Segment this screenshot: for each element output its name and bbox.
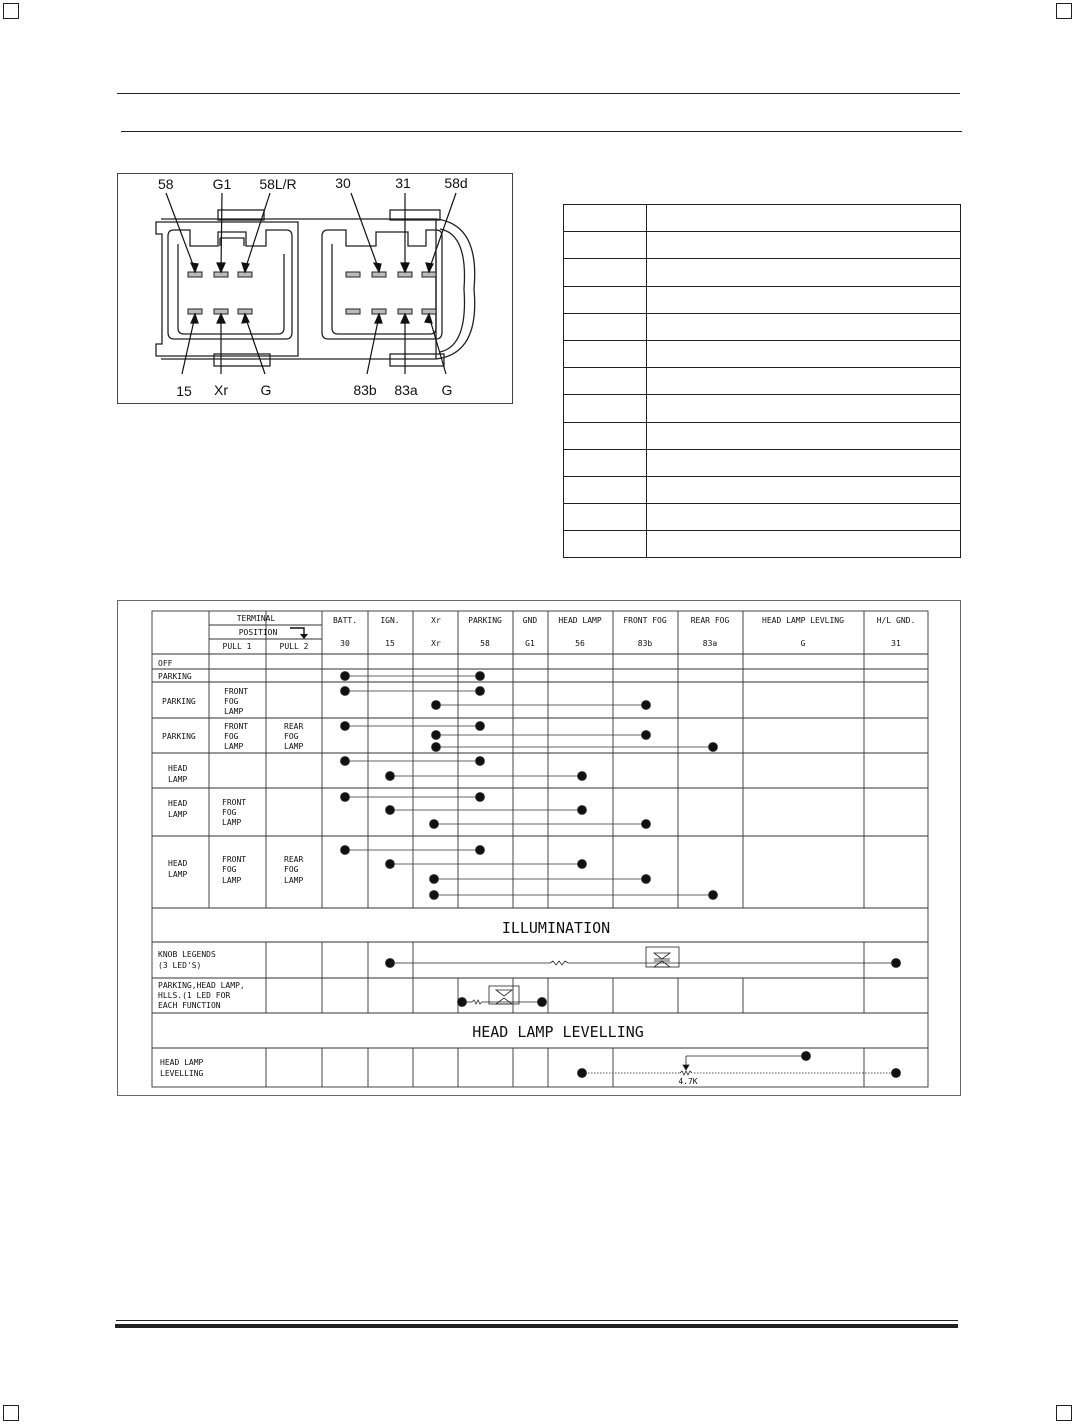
connection-dot <box>341 757 350 766</box>
parking-led-label-3: EACH FUNCTION <box>158 1001 221 1010</box>
connection-dot <box>476 722 485 731</box>
levelling-circuit <box>578 1052 901 1078</box>
pin-label-30: 30 <box>335 175 351 191</box>
pin-table-row <box>564 531 961 558</box>
pin-table-description-cell <box>647 368 961 395</box>
row-position-label: HEAD <box>168 764 188 773</box>
pin-table-description-cell <box>647 259 961 286</box>
row-position-label: PARKING <box>162 697 196 706</box>
row-pull1-label: FRONT <box>224 687 249 696</box>
row-position-label: LAMP <box>168 870 188 879</box>
pin-table-pin-cell <box>564 476 647 503</box>
pin-table-description-cell <box>647 232 961 259</box>
pin-table-pin-cell <box>564 504 647 531</box>
pin-label-58lr: 58L/R <box>259 176 297 192</box>
pin-table-pin-cell <box>564 232 647 259</box>
connector-pinout-figure <box>117 173 513 404</box>
row-pull1-label: FOG <box>224 732 239 741</box>
pin-table-description-cell <box>647 531 961 558</box>
column-header-2: Xr <box>431 616 441 625</box>
parking-led-label-2: HLLS.(1 LED FOR <box>158 991 231 1000</box>
connection-dot <box>430 891 439 900</box>
resistor-value: 4.7K <box>678 1077 698 1086</box>
footer-rule-thin <box>116 1320 958 1321</box>
pin-label-g1: G1 <box>212 176 232 192</box>
pin-table-row <box>564 504 961 531</box>
connection-dot <box>642 820 651 829</box>
row-pull2-label: FOG <box>284 865 299 874</box>
levelling-label-2: LEVELLING <box>160 1069 204 1078</box>
pin-table-pin-cell <box>564 395 647 422</box>
row-pull2-label: REAR <box>284 722 304 731</box>
row-position-label: HEAD <box>168 799 188 808</box>
pin-description-table <box>563 204 961 558</box>
position-arrowhead-icon <box>300 634 308 639</box>
pin-table-row <box>564 395 961 422</box>
pin-label-31: 31 <box>395 175 411 191</box>
connection-dot <box>341 846 350 855</box>
pin-table-description-cell <box>647 422 961 449</box>
pin-label-83b: 83b <box>353 382 377 398</box>
pin-label-g-right: G <box>441 382 453 398</box>
connection-dot <box>432 731 441 740</box>
pin-label-58: 58 <box>158 176 174 192</box>
row-position-label: OFF <box>158 659 173 668</box>
pin-table-description-cell <box>647 476 961 503</box>
row-pull1-label: FOG <box>222 808 237 817</box>
pin-table-pin-cell <box>564 340 647 367</box>
pin-table-description-cell <box>647 313 961 340</box>
column-terminal-2: Xr <box>431 639 441 648</box>
row-pull1-label: FRONT <box>222 798 247 807</box>
pin-table-pin-cell <box>564 449 647 476</box>
connection-dot <box>341 793 350 802</box>
pin-label-15: 15 <box>176 383 192 399</box>
row-position-label: LAMP <box>168 810 188 819</box>
row-pull2-label: LAMP <box>284 742 304 751</box>
pin-table-pin-cell <box>564 368 647 395</box>
pin-table-row <box>564 259 961 286</box>
connection-dot <box>578 772 587 781</box>
column-terminal-8: G <box>800 639 806 648</box>
connection-dot <box>476 846 485 855</box>
connection-dot <box>709 891 718 900</box>
pin-table-pin-cell <box>564 313 647 340</box>
column-header-5: HEAD LAMP <box>558 616 602 625</box>
connection-dot <box>476 793 485 802</box>
crop-mark-top-right <box>1056 3 1072 19</box>
column-terminal-1: 15 <box>385 639 395 648</box>
connection-dot <box>386 806 395 815</box>
knob-legends-label-1: KNOB LEGENDS <box>158 950 216 959</box>
pin-table-pin-cell <box>564 259 647 286</box>
column-header-3: PARKING <box>468 616 502 625</box>
connection-dot <box>578 860 587 869</box>
header-terminal: TERMINAL <box>236 614 276 623</box>
pin-label-83a: 83a <box>394 382 418 398</box>
column-terminal-5: 56 <box>575 639 585 648</box>
row-pull1-label: LAMP <box>224 707 244 716</box>
pin-table-pin-cell <box>564 205 647 232</box>
column-terminal-6: 83b <box>637 639 653 648</box>
levelling-title: HEAD LAMP LEVELLING <box>472 1023 644 1041</box>
connection-dot <box>341 687 350 696</box>
pin-table-description-cell <box>647 340 961 367</box>
switch-logic-diagram <box>117 600 961 1096</box>
connection-dot <box>642 731 651 740</box>
row-pull1-label: FRONT <box>224 722 249 731</box>
column-header-0: BATT. <box>332 616 358 625</box>
pin-table-row <box>564 286 961 313</box>
pin-table-description-cell <box>647 395 961 422</box>
connection-dot <box>476 687 485 696</box>
connection-dot <box>432 701 441 710</box>
pin-table-row <box>564 313 961 340</box>
connection-dot <box>642 701 651 710</box>
row-pull1-label: FOG <box>224 697 239 706</box>
footer-rule-thick <box>115 1324 958 1328</box>
row-pull1-label: FRONT <box>222 855 247 864</box>
row-pull1-label: LAMP <box>222 876 242 885</box>
pin-table-pin-cell <box>564 422 647 449</box>
header-rule-top <box>117 93 960 94</box>
connection-dot <box>386 860 395 869</box>
column-header-1: IGN. <box>380 616 400 625</box>
connection-dot <box>386 772 395 781</box>
row-pull1-label: LAMP <box>224 742 244 751</box>
knob-legends-label-2: (3 LED'S) <box>158 961 202 970</box>
illumination-title: ILLUMINATION <box>501 919 611 937</box>
connection-dot <box>341 672 350 681</box>
pin-table-description-cell <box>647 286 961 313</box>
column-terminal-4: G1 <box>525 639 535 648</box>
pin-table-pin-cell <box>564 531 647 558</box>
column-header-8: HEAD LAMP LEVLING <box>762 616 844 625</box>
row-position-label: PARKING <box>158 672 192 681</box>
column-terminal-3: 58 <box>480 639 490 648</box>
crop-mark-bottom-left <box>3 1405 19 1421</box>
pin-table-row <box>564 205 961 232</box>
crop-mark-bottom-right <box>1056 1405 1072 1421</box>
row-pull1-label: FOG <box>222 865 237 874</box>
pin-label-xr: Xr <box>214 382 228 398</box>
pin-table-description-cell <box>647 205 961 232</box>
connection-dot <box>709 743 718 752</box>
column-terminal-7: 83a <box>702 639 718 648</box>
column-header-7: REAR FOG <box>690 616 730 625</box>
pin-table-row <box>564 340 961 367</box>
row-pull2-label: LAMP <box>284 876 304 885</box>
column-header-6: FRONT FOG <box>623 616 667 625</box>
connection-dot <box>476 757 485 766</box>
column-terminal-0: 30 <box>340 639 350 648</box>
connection-dot <box>432 743 441 752</box>
row-position-label: LAMP <box>168 775 188 784</box>
connection-dot <box>430 820 439 829</box>
switch-grid <box>152 611 928 1087</box>
pin-table-row <box>564 476 961 503</box>
header-pull1: PULL 1 <box>222 642 252 651</box>
pin-table-row <box>564 422 961 449</box>
connection-dot <box>476 672 485 681</box>
connection-dot <box>430 875 439 884</box>
crop-mark-top-left <box>3 3 19 19</box>
connector-drawing <box>118 174 514 405</box>
parking-led-label-1: PARKING,HEAD LAMP, <box>158 981 245 990</box>
pin-table-description-cell <box>647 504 961 531</box>
pin-table-row <box>564 232 961 259</box>
header-position: POSITION <box>238 628 278 637</box>
row-position-label: HEAD <box>168 859 188 868</box>
switch-logic-svg <box>118 601 962 1097</box>
column-terminal-9: 31 <box>891 639 901 648</box>
connection-dot <box>642 875 651 884</box>
pin-label-58d: 58d <box>444 175 468 191</box>
header-rule-bottom <box>121 131 962 132</box>
column-header-9: H/L GND. <box>876 616 916 625</box>
parking-led-circuit <box>458 986 547 1007</box>
pin-table-row <box>564 449 961 476</box>
pin-table-pin-cell <box>564 286 647 313</box>
connection-dot <box>341 722 350 731</box>
knob-legends-circuit <box>386 947 901 968</box>
pin-table-description-cell <box>647 449 961 476</box>
levelling-label-1: HEAD LAMP <box>160 1058 204 1067</box>
row-position-label: PARKING <box>162 732 196 741</box>
row-pull2-label: REAR <box>284 855 304 864</box>
pin-table-row <box>564 368 961 395</box>
connection-dot <box>578 806 587 815</box>
row-pull1-label: LAMP <box>222 818 242 827</box>
header-pull2: PULL 2 <box>279 642 309 651</box>
column-header-4: GND <box>522 616 538 625</box>
row-pull2-label: FOG <box>284 732 299 741</box>
pin-label-g-left: G <box>260 382 272 398</box>
